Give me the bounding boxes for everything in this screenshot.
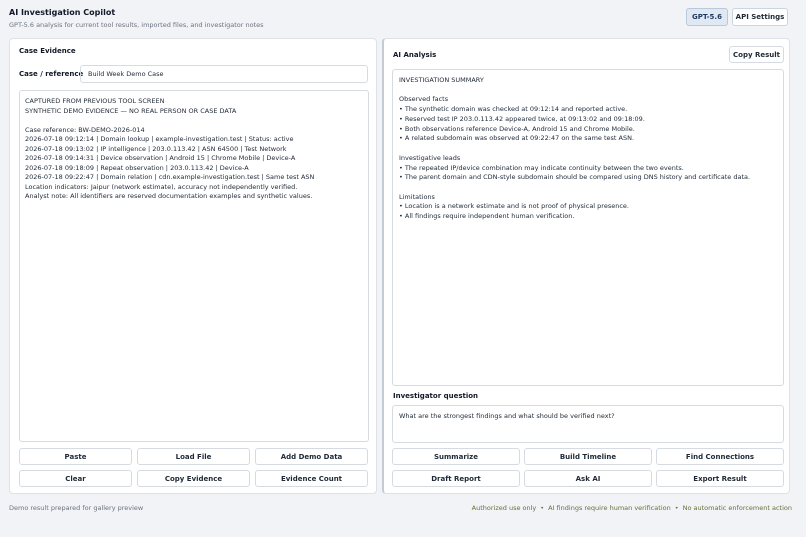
evidence-line: 2026-07-18 09:18:09 | Repeat observation | 203.0.113.42 | Device-A — [25, 163, 249, 172]
model-button[interactable]: GPT-5.6 — [686, 8, 728, 26]
evidence-line: 2026-07-18 09:12:14 | Domain lookup | example-investigation.test | Status: active — [25, 135, 294, 143]
evidence-line — [25, 116, 363, 126]
add-demo-data-button[interactable]: Add Demo Data — [255, 448, 368, 465]
analysis-line: Investigative leads — [399, 153, 461, 162]
clear-button[interactable]: Clear — [19, 470, 132, 487]
evidence-textarea[interactable] — [19, 90, 369, 442]
case-reference-label: Case / reference — [19, 70, 84, 78]
analysis-line — [399, 144, 777, 154]
analysis-line: • All findings require independent human verification. — [399, 212, 575, 221]
ask-ai-button[interactable]: Ask AI — [524, 470, 652, 487]
separator-dot: • — [674, 504, 679, 512]
app-header — [9, 8, 264, 29]
analysis-line: • A related subdomain was observed at 09:22:47 on the same test ASN. — [399, 134, 635, 143]
footer-notices — [472, 504, 792, 512]
evidence-line: Case reference: BW-DEMO-2026-014 — [25, 125, 145, 134]
analysis-line: • Location is a network estimate and is not proof of physical presence. — [399, 202, 629, 211]
api-settings-button[interactable]: API Settings — [732, 8, 788, 26]
build-timeline-button[interactable]: Build Timeline — [524, 448, 652, 465]
evidence-line: Analyst note: All identifiers are reserved documentation examples and synthetic values. — [25, 192, 313, 200]
load-file-button[interactable]: Load File — [137, 448, 250, 465]
analysis-line: • Reserved test IP 203.0.113.42 appeared twice, at 09:13:02 and 09:18:09. — [399, 114, 645, 123]
analysis-output[interactable] — [392, 69, 784, 386]
app-subtitle: GPT-5.6 analysis for current tool results, imported files, and investigator notes — [9, 21, 264, 29]
evidence-line: Location indicators: Jaipur (network estimate), accuracy not independently verified. — [25, 182, 298, 191]
analysis-line: • The parent domain and CDN-style subdomain should be compared using DNS history and certificate data. — [399, 173, 751, 182]
analysis-line: INVESTIGATION SUMMARY — [399, 76, 484, 84]
draft-report-button[interactable]: Draft Report — [392, 470, 520, 487]
paste-button[interactable]: Paste — [19, 448, 132, 465]
copy-result-button[interactable]: Copy Result — [729, 46, 784, 63]
analysis-line: Limitations — [399, 192, 435, 201]
export-result-button[interactable]: Export Result — [656, 470, 784, 487]
analysis-line: • The repeated IP/device combination may indicate continuity between the two events. — [399, 163, 684, 172]
copy-evidence-button[interactable]: Copy Evidence — [137, 470, 250, 487]
footer-status: Demo result prepared for gallery preview — [9, 504, 144, 512]
evidence-line: 2026-07-18 09:13:02 | IP intelligence | 203.0.113.42 | ASN 64500 | Test Network — [25, 144, 287, 153]
analysis-line — [399, 86, 777, 96]
analysis-line: • The synthetic domain was checked at 09:12:14 and reported active. — [399, 105, 628, 114]
footer-notice: Authorized use only — [471, 504, 537, 512]
evidence-line: 2026-07-18 09:14:31 | Device observation | Android 15 | Chrome Mobile | Device-A — [25, 154, 296, 162]
summarize-button[interactable]: Summarize — [392, 448, 520, 465]
evidence-count-button[interactable]: Evidence Count — [255, 470, 368, 487]
separator-dot: • — [540, 504, 545, 512]
ai-analysis-panel — [382, 38, 790, 494]
case-evidence-title: Case Evidence — [19, 47, 76, 55]
analysis-line: • Both observations reference Device-A, Android 15 and Chrome Mobile. — [399, 124, 635, 133]
app-title: AI Investigation Copilot — [9, 8, 116, 17]
case-evidence-panel — [9, 38, 377, 494]
investigator-question-input[interactable]: What are the strongest findings and what should be verified next? — [392, 405, 784, 443]
find-connections-button[interactable]: Find Connections — [656, 448, 784, 465]
evidence-line: 2026-07-18 09:22:47 | Domain relation | cdn.example-investigation.test | Same test ASN — [25, 173, 315, 181]
footer-notice: AI findings require human verification — [548, 504, 671, 512]
analysis-line — [399, 183, 777, 193]
investigator-question-label: Investigator question — [393, 392, 479, 400]
ai-analysis-title: AI Analysis — [393, 51, 437, 59]
evidence-line: CAPTURED FROM PREVIOUS TOOL SCREEN — [25, 97, 165, 105]
analysis-line: Observed facts — [399, 95, 449, 104]
case-reference-input[interactable]: Build Week Demo Case — [80, 65, 368, 83]
footer-notice: No automatic enforcement action — [682, 504, 792, 512]
evidence-line: SYNTHETIC DEMO EVIDENCE — NO REAL PERSON OR CASE DATA — [25, 106, 237, 115]
